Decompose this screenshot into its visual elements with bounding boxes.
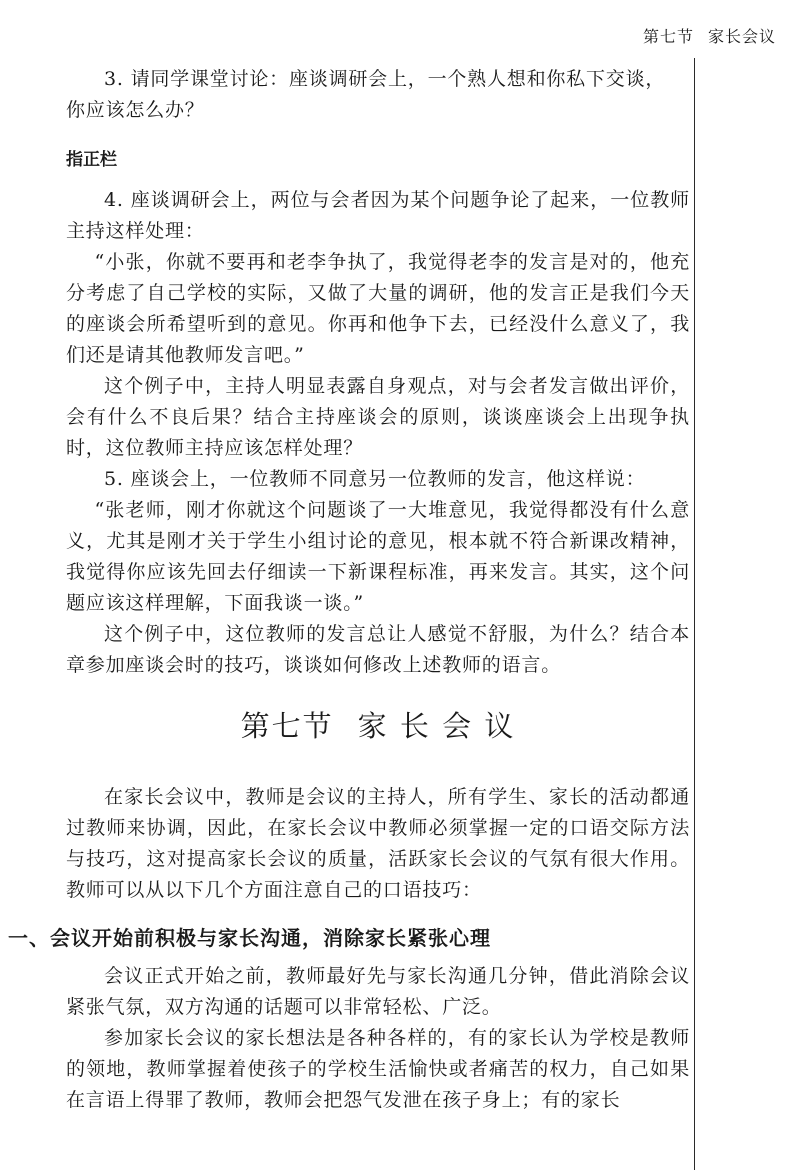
q3-line2: 你应该怎么办？: [66, 99, 205, 121]
q5-question: 这个例子中，这位教师的发言总让人感觉不舒服，为什么？结合本章参加座谈会时的技巧，谈谈如何修改上述教师的语言。: [66, 623, 690, 676]
section-title: [66, 704, 690, 745]
subheading-1: 一、会议开始前积极与家长沟通，消除家长紧张心理: [8, 926, 491, 950]
section-name: 家 长 会 议: [357, 709, 516, 743]
q5-intro: 5. 座谈会上，一位教师不同意另一位教师的发言，他这样说：: [104, 468, 646, 490]
q4-question: 这个例子中，主持人明显表露自身观点，对与会者发言做出评价，会有什么不良后果？结合主持座谈会的原则，谈谈座谈会上出现争执时，这位教师主持应该怎样处理？: [66, 375, 690, 459]
correction-column-label: 指正栏: [66, 150, 117, 170]
running-head: [629, 24, 776, 47]
intro-paragraph: 在家长会议中，教师是会议的主持人，所有学生、家长的活动都通过教师来协调，因此，在家长会议中教师必须掌握一定的口语交际方法与技巧，这对提高家长会议的质量，活跃家长会议的气氛有很大作用。教师可以从以下几个方面注意自己的口语技巧：: [66, 786, 690, 901]
q5-quote: “张老师，刚才你就这个问题谈了一大堆意见，我觉得都没有什么意义，尤其是刚才关于学生小组讨论的意见，根本就不符合新课改精神，我觉得你应该先回去仔细读一下新课程标准，再来发言。其实，这个问题应该这样理解，下面我谈一谈。”: [66, 499, 690, 614]
page-body: [8, 64, 690, 1116]
paragraph-2: 参加家长会议的家长想法是各种各样的，有的家长认为学校是教师的领地，教师掌握着使孩子的学校生活愉快或者痛苦的权力，自己如果在言语上得罪了教师，教师会把怨气发泄在孩子身上；有的家长: [66, 1027, 690, 1111]
margin-rule: [694, 58, 695, 1170]
running-head-title: 家长会议: [707, 27, 776, 46]
running-head-section: 第七节: [642, 27, 694, 46]
q3-line1: 3. 请同学课堂讨论：座谈调研会上，一个熟人想和你私下交谈，: [104, 68, 666, 90]
q4-intro: 4. 座谈调研会上，两位与会者因为某个问题争论了起来，一位教师主持这样处理：: [66, 189, 690, 242]
section-number: 第七节: [240, 709, 334, 743]
q4-quote: “小张，你就不要再和老李争执了，我觉得老李的发言是对的，他充分考虑了自己学校的实际，又做了大量的调研，他的发言正是我们今天的座谈会所希望听到的意见。你再和他争下去，已经没什么意义了，我们还是请其他教师发言吧。”: [66, 251, 690, 366]
paragraph-1: 会议正式开始之前，教师最好先与家长沟通几分钟，借此消除会议紧张气氛，双方沟通的话题可以非常轻松、广泛。: [66, 965, 690, 1018]
